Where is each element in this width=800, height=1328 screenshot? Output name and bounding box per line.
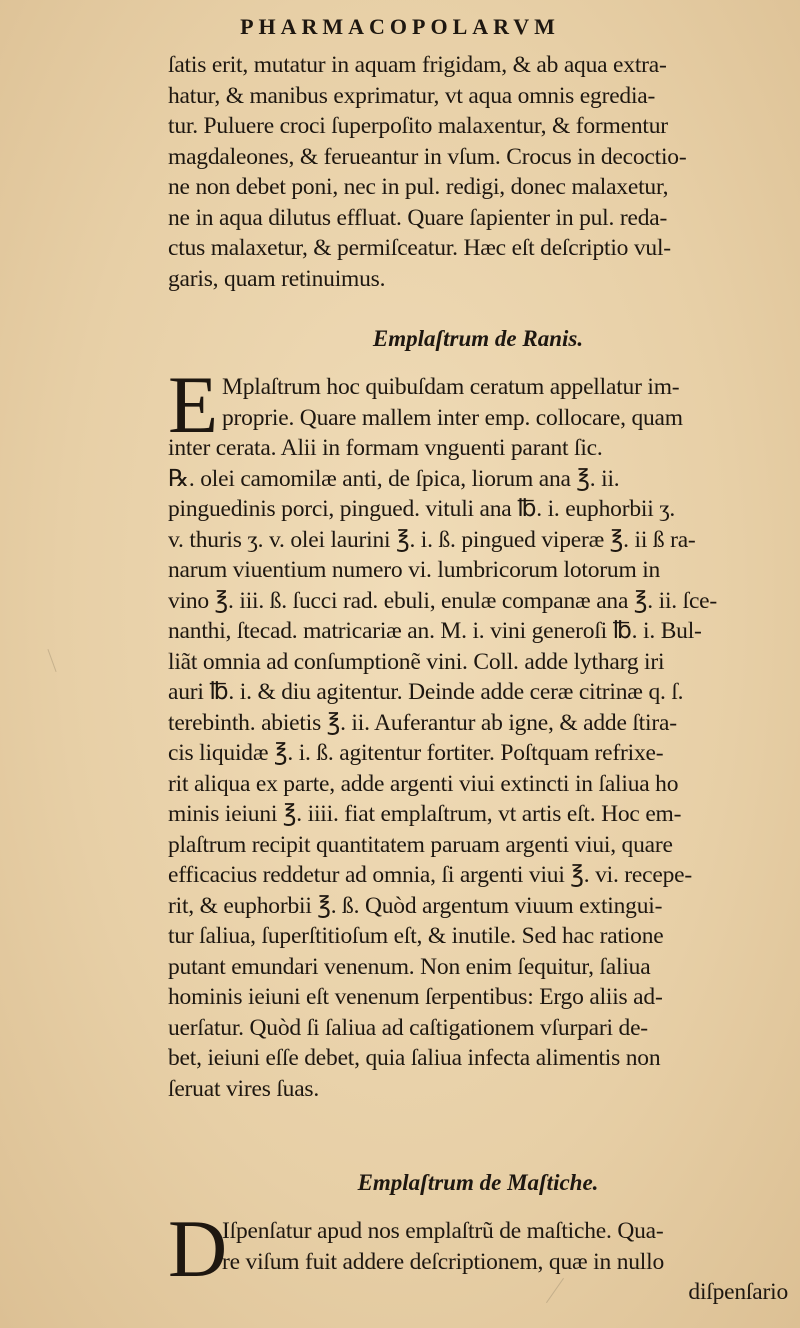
drop-cap-e: E <box>168 359 219 450</box>
paragraph-2 <box>168 359 788 450</box>
paper-mark <box>47 649 56 672</box>
text-block <box>168 50 788 1308</box>
paragraph-2-body: inter cerata. Alii in formam vnguenti parant ſic. ℞. olei camomilæ anti, de ſpica, liorum ana ℥. ii. pinguedinis porci, pingued. vituli ana ℔. i. euphorbii ʒ. v. thuris ʒ. v. olei laurini ℥. i. ß. pingued viperæ ℥. ii ß ra- narum viuentium numero vi. lumbricorum lotorum in vino ℥. iii. ß. ſucci rad. ebuli, enulæ companæ ana ℥. ii. ſce- nanthi, ſtecad. matricariæ an. M. i. vini generoſi ℔. i. Bul- liãt omnia ad conſumptionẽ vini. Coll. adde lytharg iri auri ℔. i. & diu agitentur. Deinde adde ceræ citrinæ q. ſ. terebinth. abietis ℥. ii. Auferantur ab igne, & adde ſtira- cis liquidæ ℥. i. ß. agitentur fortiter. Poſtquam refrixe- rit aliqua ex parte, adde argenti viui extincti in ſaliua ho minis ieiuni ℥. iiii. fiat emplaſtrum, vt artis eſt. Hoc em- plaſtrum recipit quantitatem paruam argenti viui, quare efficacius reddetur ad omnia, ſi argenti viui ℥. vi. recepe- rit, & euphorbii ℥. ß. Quòd argentum viuum extingui- tur ſaliua, ſuperſtitioſum eſt, & inutile. Sed hac ratione putant emundari venenum. Non enim ſequitur, ſaliua hominis ieiuni eſt venenum ſerpentibus: Ergo aliis ad- uerſatur. Quòd ſi ſaliua ad caſtigationem vſurpari de- bet, ieiuni eſſe debet, quia ſaliua infecta alimentis non ſeruat vires ſuas. <box>168 435 718 1102</box>
paragraph-2-first-lines: Mplaſtrum hoc quibuſdam ceratum appellatur im- proprie. Quare mallem inter emp. collocare, quam <box>222 374 683 431</box>
paragraph-3-catchword: diſpenſario <box>688 1279 788 1305</box>
paragraph-1: ſatis erit, mutatur in aquam frigidam, & ab aqua extra- hatur, & manibus exprimatur, vt aqua omnis egredia- tur. Puluere croci ſuperpoſito malaxentur, & formentur magdaleones, & ferueantur in vſum. Crocus in decoctio- ne non debet poni, nec in pul. redigi, donec malaxetur, ne in aqua dilutus effluat. Quare ſapienter in pul. reda- ctus malaxetur, & permiſceatur. Hæc eſt deſcriptio vul- garis, quam retinuimus. <box>168 52 687 292</box>
drop-cap-d: D <box>168 1203 228 1294</box>
section-heading-ranis: Emplaſtrum de Ranis. <box>372 326 584 351</box>
running-head: PHARMACOPOLARVM <box>240 14 560 39</box>
section-heading-mastiche: Emplaſtrum de Maſtiche. <box>357 1170 599 1195</box>
paragraph-3-first-lines: Iſpenſatur apud nos emplaſtrũ de maſtiche. Qua- re viſum fuit addere deſcriptionem, quæ in nullo <box>222 1218 665 1275</box>
